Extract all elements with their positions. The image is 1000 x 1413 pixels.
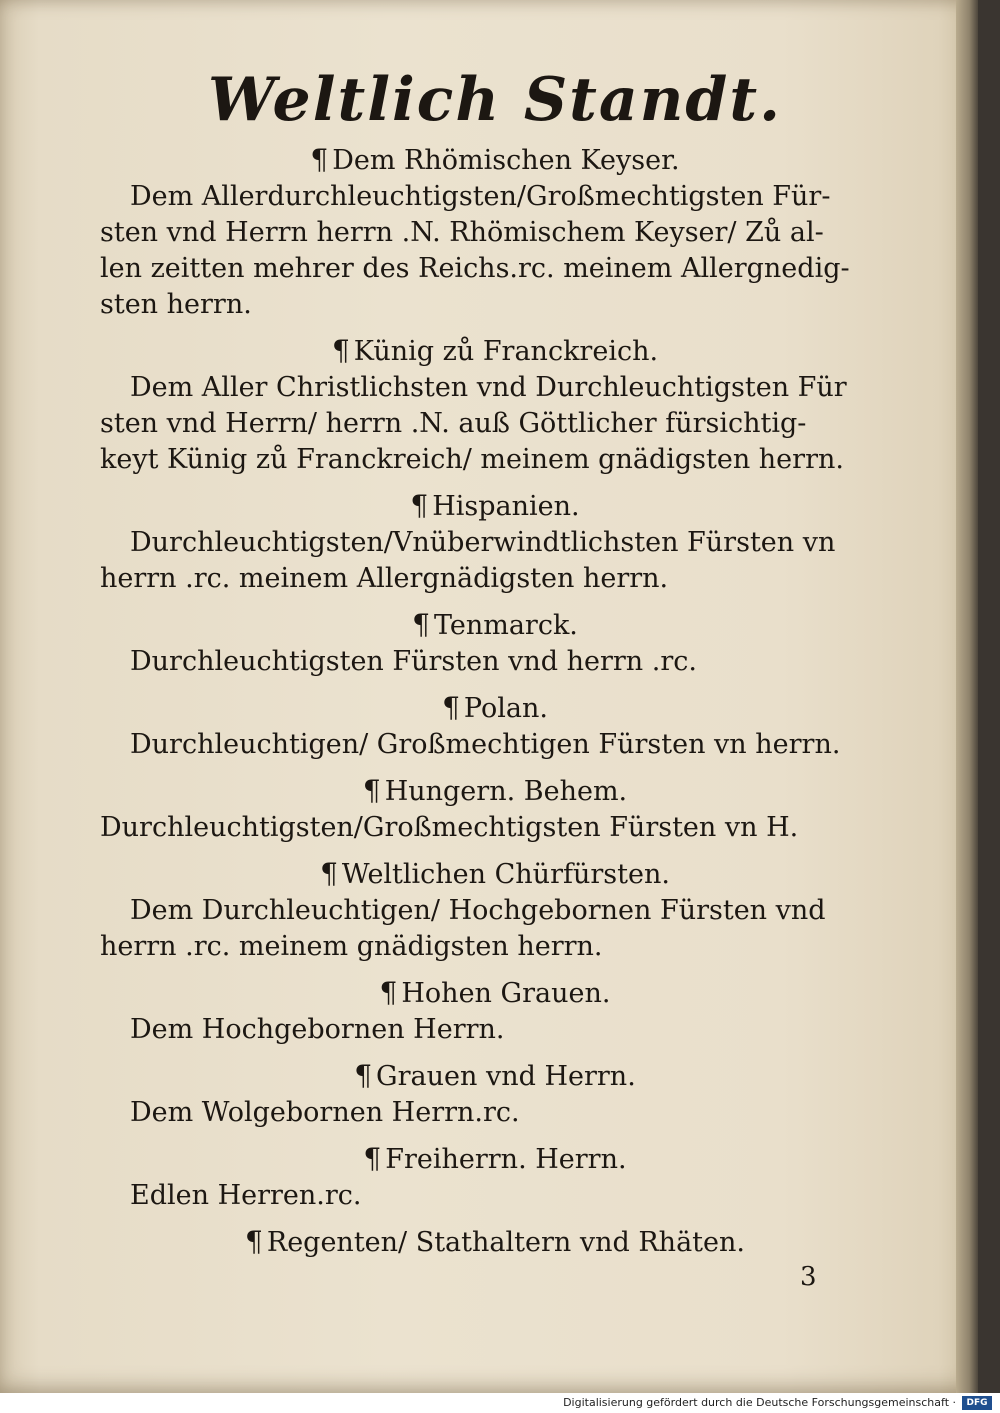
section-line: Dem Aller Christlichsten vnd Durchleuchtigsten Für	[130, 372, 847, 403]
pilcrow-mark: ¶	[362, 774, 381, 807]
section-line: Dem Wolgebornen Herrn.rc.	[130, 1097, 520, 1128]
section-polan	[100, 690, 890, 763]
section-heading: Regenten/ Stathaltern vnd Rhäten.	[266, 1227, 745, 1258]
section-heading: Dem Rhömischen Keyser.	[332, 145, 680, 176]
section-line: keyt Künig zů Franckreich/ meinem gnädigsten herrn.	[100, 444, 844, 475]
pilcrow-mark: ¶	[363, 1142, 382, 1175]
section-line: sten vnd Herrn/ herrn .N. auß Göttlicher fürsichtig-	[100, 408, 807, 439]
section-freiherrn	[100, 1141, 890, 1214]
section-line: Durchleuchtigsten/Großmechtigsten Fürsten vn H.	[100, 812, 799, 843]
section-hohen-grauen	[100, 975, 890, 1048]
page-number: 3	[800, 1262, 817, 1292]
section-heading: Tenmarck.	[433, 610, 578, 641]
pilcrow-mark: ¶	[245, 1225, 263, 1258]
section-line: Durchleuchtigsten Fürsten vnd herrn .rc.	[130, 646, 697, 677]
section-heading: Grauen vnd Herrn.	[376, 1061, 636, 1092]
section-line: sten vnd Herrn herrn .N. Rhömischem Keyser/ Zů al-	[100, 217, 824, 248]
funding-credit: Digitalisierung gefördert durch die Deutsche Forschungsgemeinschaft ·	[563, 1396, 956, 1409]
section-line: sten herrn.	[100, 289, 252, 320]
section-line: Dem Durchleuchtigen/ Hochgebornen Fürsten vnd	[130, 895, 826, 926]
section-line: herrn .rc. meinem gnädigsten herrn.	[100, 931, 603, 962]
pilcrow-mark: ¶	[410, 489, 429, 522]
pilcrow-mark: ¶	[379, 976, 398, 1009]
section-heading: Hohen Grauen.	[401, 978, 611, 1009]
pilcrow-mark: ¶	[442, 691, 460, 724]
section-franckreich	[100, 333, 890, 478]
section-heading: Hungern. Behem.	[384, 776, 628, 807]
section-line: Durchleuchtigen/ Großmechtigen Fürsten vn herrn.	[130, 729, 841, 760]
digitization-footer	[0, 1393, 1000, 1413]
page-text	[100, 60, 890, 1271]
pilcrow-mark: ¶	[354, 1059, 373, 1092]
section-tenmarck	[100, 607, 890, 680]
section-hispanien	[100, 488, 890, 597]
section-line: herrn .rc. meinem Allergnädigsten herrn.	[100, 563, 669, 594]
section-line: Edlen Herren.rc.	[130, 1180, 362, 1211]
section-hungern-behem	[100, 773, 890, 846]
pilcrow-mark: ¶	[310, 143, 329, 176]
section-line: len zeitten mehrer des Reichs.rc. meinem Allergnedig-	[100, 253, 850, 284]
section-heading: Polan.	[463, 693, 548, 724]
section-heading: Künig zů Franckreich.	[353, 336, 659, 367]
dfg-logo: DFG	[962, 1396, 992, 1410]
pilcrow-mark: ¶	[320, 857, 338, 890]
section-line: Durchleuchtigsten/Vnüberwindtlichsten Fürsten vn	[130, 527, 836, 558]
page-edge	[956, 0, 978, 1393]
section-line: Dem Allerdurchleuchtigsten/Großmechtigsten Für-	[130, 181, 831, 212]
section-heading: Freiherrn. Herrn.	[385, 1144, 627, 1175]
section-grauen-herrn	[100, 1058, 890, 1131]
section-heading: Hispanien.	[432, 491, 580, 522]
pilcrow-mark: ¶	[412, 608, 430, 641]
section-regenten	[100, 1224, 890, 1261]
pilcrow-mark: ¶	[331, 334, 350, 367]
page-title: Weltlich Standt.	[208, 65, 782, 135]
section-keyser	[100, 142, 890, 323]
section-line: Dem Hochgebornen Herrn.	[130, 1014, 505, 1045]
section-heading: Weltlichen Chürfürsten.	[341, 859, 670, 890]
section-churfursten	[100, 856, 890, 965]
